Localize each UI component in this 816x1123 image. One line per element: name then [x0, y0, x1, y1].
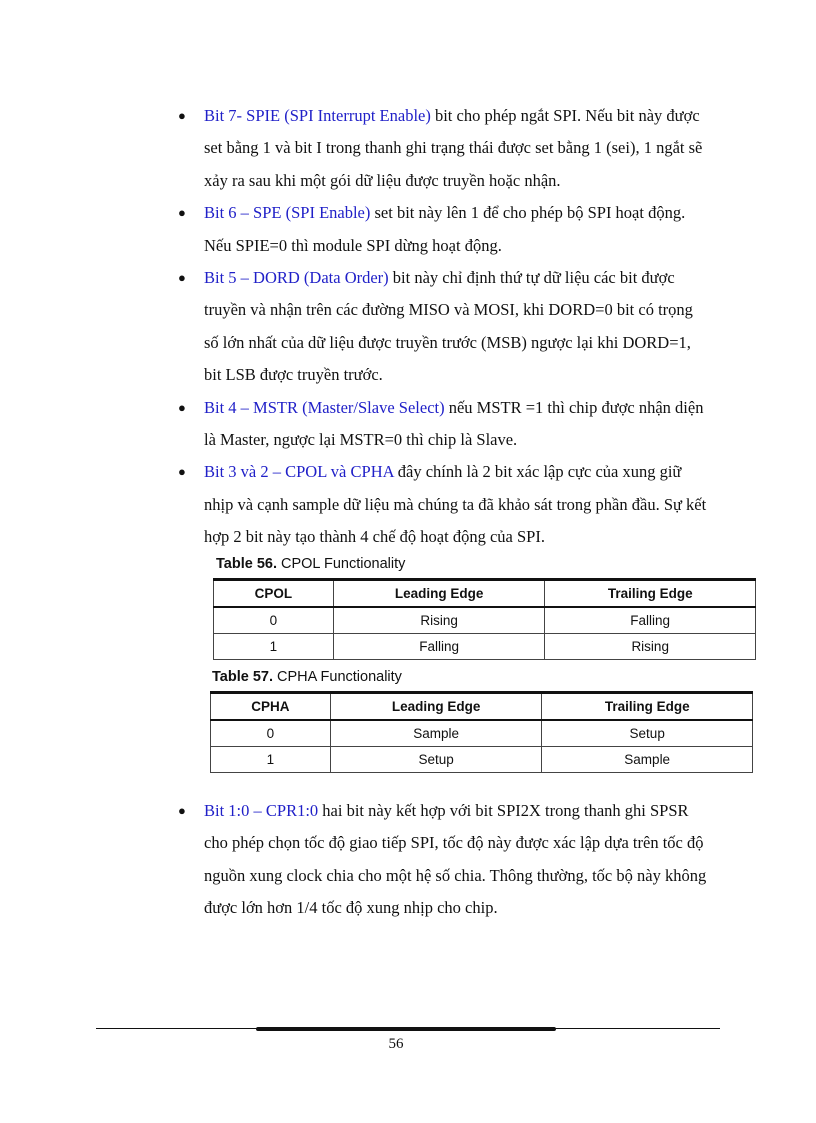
table-caption-title: CPHA Functionality — [277, 669, 402, 685]
table-header-row — [211, 693, 753, 721]
column-header: CPHA — [211, 693, 331, 721]
footer-divider — [96, 1027, 720, 1031]
table-row — [214, 607, 756, 634]
bullet-text: nếu MSTR =1 thì chip được nhận diện là Master, ngược lại MSTR=0 thì chip là Slave. — [204, 397, 704, 450]
bullet-cpr — [178, 795, 708, 925]
cpha-functionality-table — [210, 691, 753, 773]
bullet-heading: Bit 3 và 2 – CPOL và CPHA — [204, 462, 394, 482]
column-header: CPOL — [214, 580, 334, 608]
bullet-text: hai bit này kết hợp với bit SPI2X trong thanh ghi SPSR cho phép chọn tốc độ giao tiếp SPI, tốc độ này được xác lập dựa trên tốc độ nguồn xung clock chia cho một hệ số chia. Thông thường, tốc bộ này không được lớn hơn 1/4 tốc độ xung nhịp cho chip. — [204, 801, 707, 918]
table-cell: Sample — [330, 720, 542, 747]
table-header-row — [214, 580, 756, 608]
table-row — [211, 720, 753, 747]
bullet-dot-icon: ● — [178, 399, 186, 415]
table-row — [214, 634, 756, 660]
bullet-dot-icon: ● — [178, 803, 186, 818]
table-caption-title: CPOL Functionality — [281, 556, 406, 572]
bullet-dot-icon: ● — [178, 108, 186, 123]
table-cell: 1 — [214, 634, 334, 660]
table-row — [211, 747, 753, 773]
table-cell: 0 — [214, 607, 334, 634]
bullet-text: đây chính là 2 bit xác lập cực của xung giữ nhịp và cạnh sample dữ liệu mà chúng ta đã khảo sát trong phần đầu. Sự kết hợp 2 bit này tạo thành 4 chế độ hoạt động của SPI. — [204, 462, 707, 547]
bullet-text: bit này chỉ định thứ tự dữ liệu các bit được truyền và nhận trên các đường MISO và MOSI, khi DORD=0 bit có trọng số lớn nhất của dữ liệu được truyền trước (MSB) ngược lại khi DORD=1, bit LSB được truyền trước. — [204, 268, 693, 385]
table-cell: Sample — [542, 747, 753, 773]
register-bit-list-continued — [178, 795, 708, 925]
column-header: Trailing Edge — [542, 693, 753, 721]
bullet-heading: Bit 7- SPIE (SPI Interrupt Enable) — [204, 106, 431, 125]
bullet-mstr — [178, 392, 708, 457]
bullet-dord — [178, 262, 708, 392]
table-cell: Falling — [333, 634, 545, 660]
bullet-heading: Bit 1:0 – CPR1:0 — [204, 801, 319, 820]
bullet-cpol-cpha — [178, 456, 708, 553]
table-56-caption — [216, 555, 755, 573]
table-cell: 0 — [211, 720, 331, 747]
bullet-heading: Bit 5 – DORD (Data Order) — [204, 268, 389, 288]
column-header: Trailing Edge — [545, 580, 756, 608]
column-header: Leading Edge — [333, 580, 545, 608]
column-header: Leading Edge — [330, 693, 542, 721]
table-cell: 1 — [211, 747, 331, 773]
bullet-spie — [178, 100, 708, 197]
bullet-dot-icon: ● — [178, 205, 186, 221]
bullet-dot-icon: ● — [178, 270, 186, 286]
bullet-spe — [178, 197, 708, 262]
bullet-text: bit cho phép ngắt SPI. Nếu bit này được set bằng 1 và bit I trong thanh ghi trạng thái được set bằng 1 (sei), 1 ngắt sẽ xảy ra sau khi một gói dữ liệu được truyền hoặc nhận. — [204, 106, 703, 190]
register-bit-list — [178, 100, 708, 554]
bullet-dot-icon: ● — [178, 464, 186, 480]
bullet-heading: Bit 4 – MSTR (Master/Slave Select) — [204, 397, 445, 417]
table-57-caption — [212, 668, 755, 686]
table-cell: Setup — [330, 747, 542, 773]
cpol-functionality-table — [213, 578, 756, 660]
table-cell: Setup — [542, 720, 753, 747]
table-caption-number: Table 57. — [212, 669, 273, 685]
functionality-tables — [210, 555, 755, 773]
table-cell: Rising — [545, 634, 756, 660]
page-number: 56 — [388, 1036, 404, 1052]
table-caption-number: Table 56. — [216, 556, 277, 572]
table-cell: Falling — [545, 607, 756, 634]
table-cell: Rising — [333, 607, 545, 634]
bullet-heading: Bit 6 – SPE (SPI Enable) — [204, 203, 371, 223]
bullet-text: set bit này lên 1 để cho phép bộ SPI hoạt động. Nếu SPIE=0 thì module SPI dừng hoạt động. — [204, 203, 686, 255]
